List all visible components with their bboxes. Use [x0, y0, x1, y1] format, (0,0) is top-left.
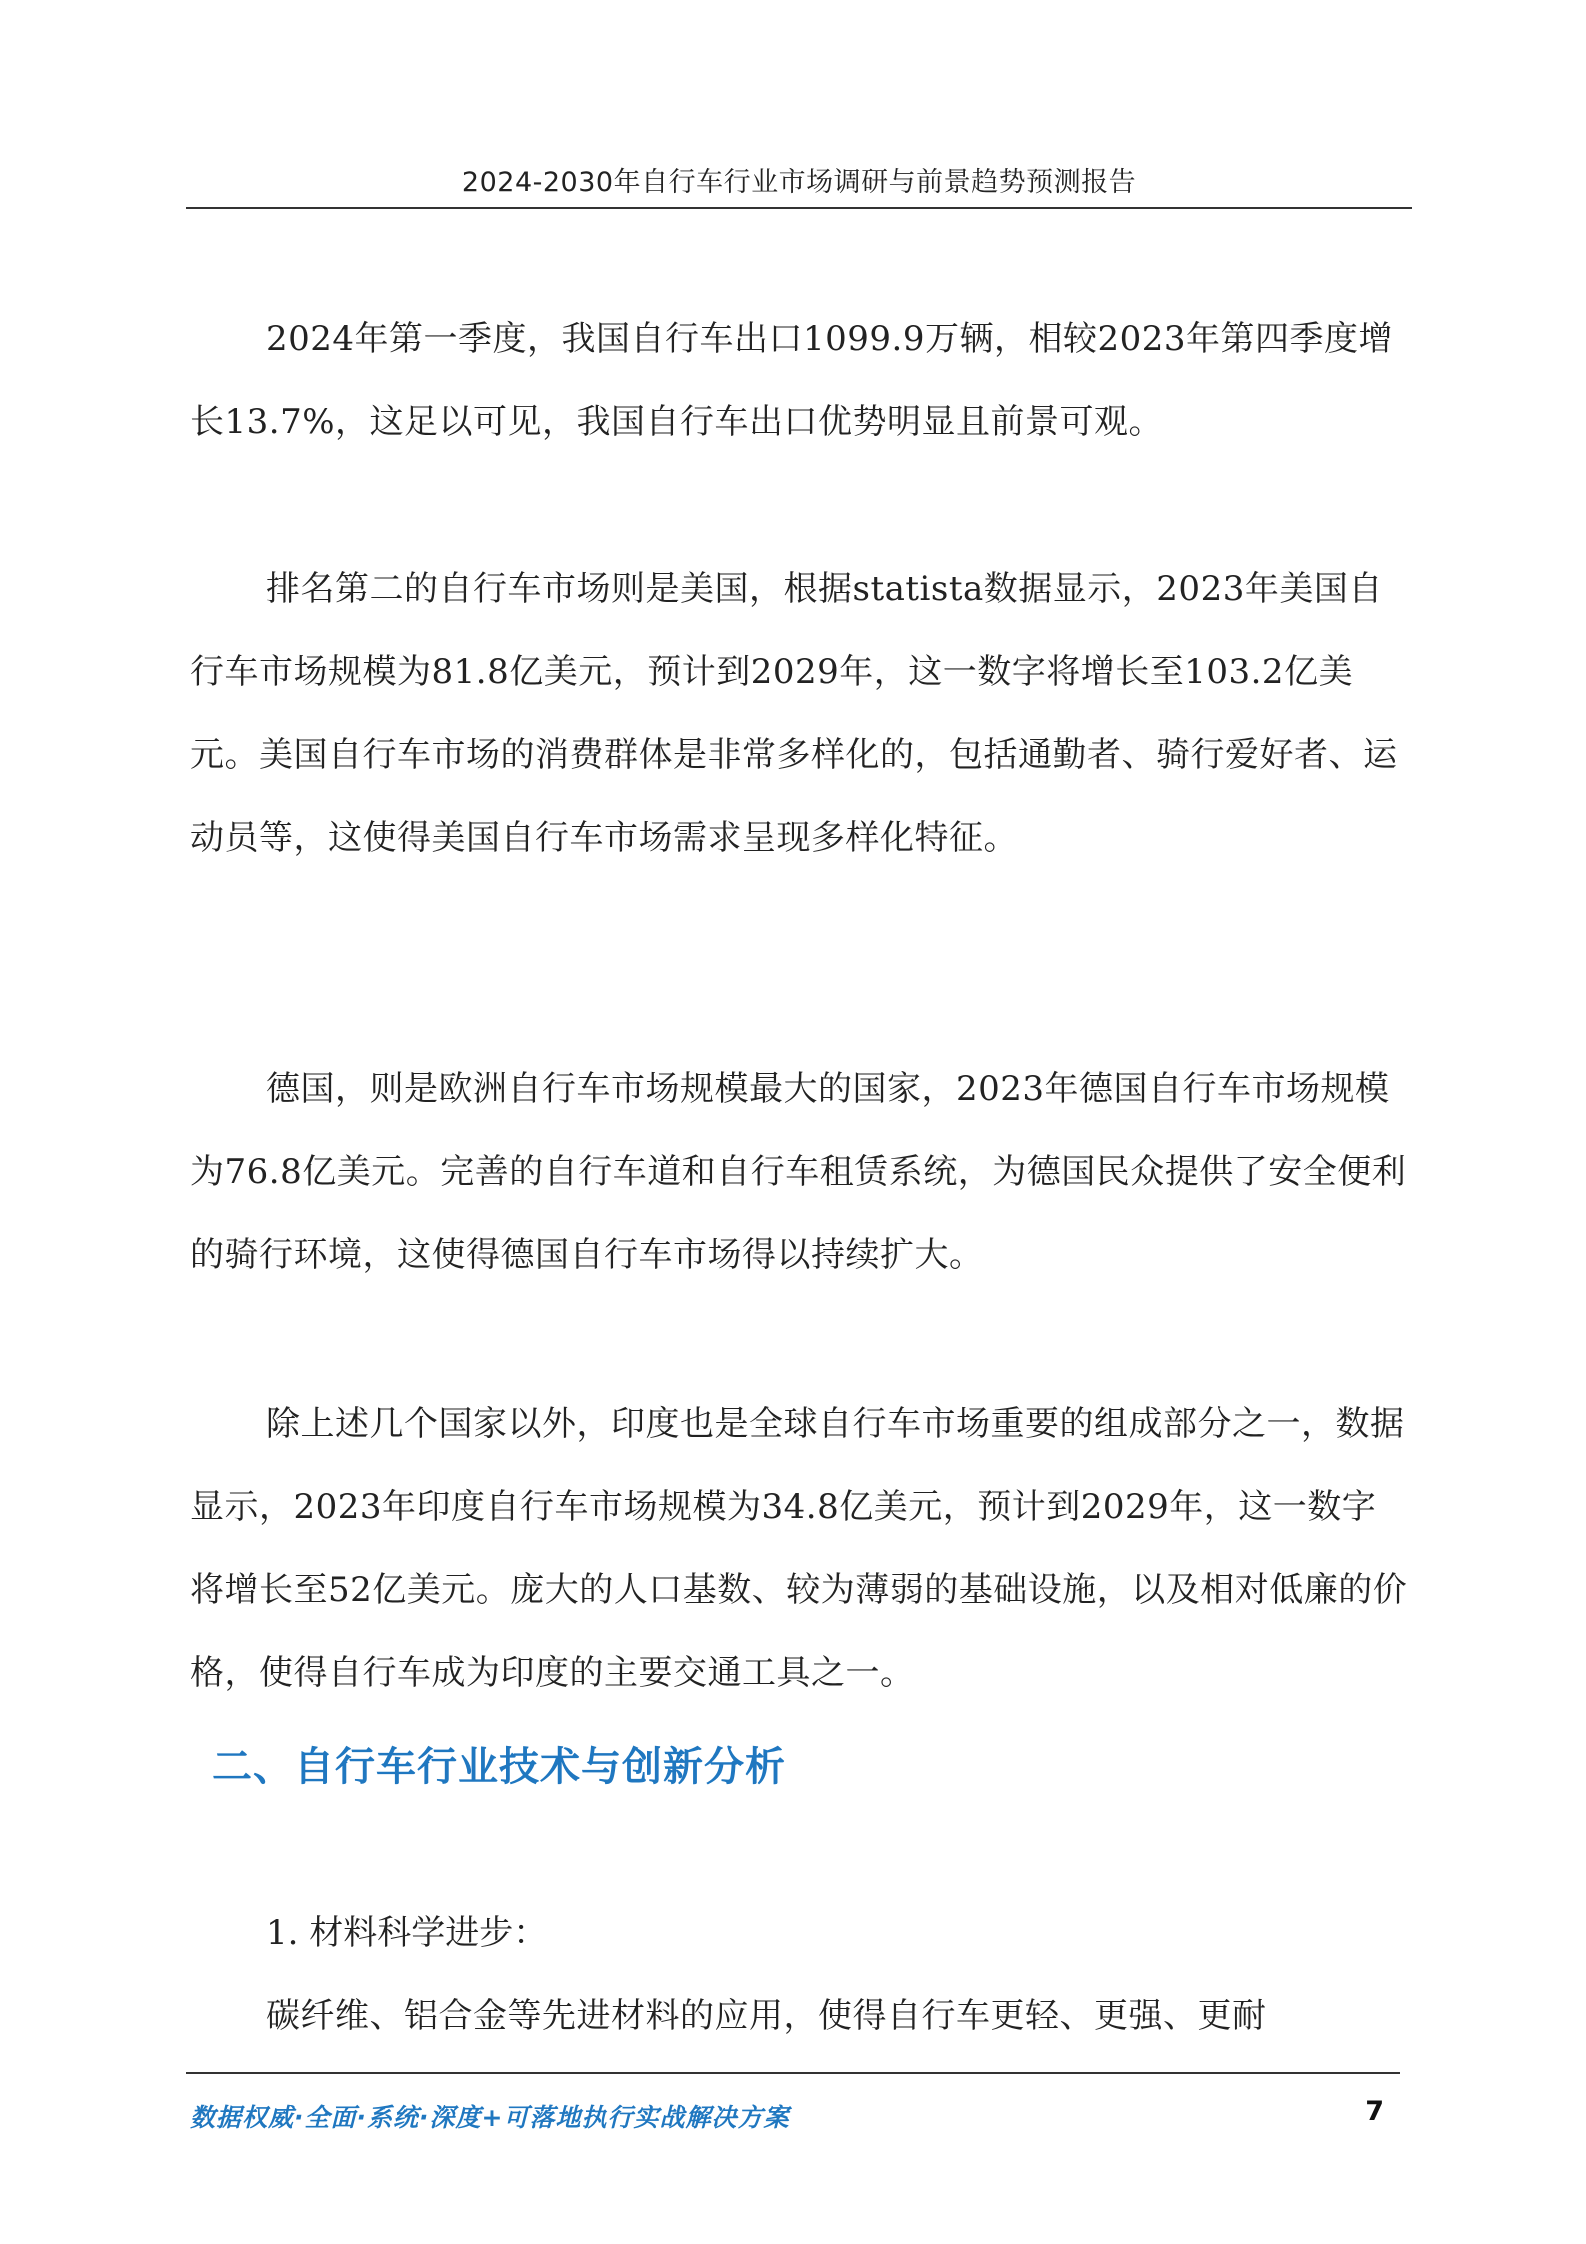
paragraph-germany-market: 德国，则是欧洲自行车市场规模最大的国家，2023年德国自行车市场规模为76.8亿美元。完善的自行车道和自行车租赁系统，为德国民众提供了安全便利的骑行环境，这使得德国自行车市场得以持续扩大。 [190, 1069, 1407, 1275]
footer-slogan: 数据权威·全面·系统·深度+可落地执行实战解决方案 [190, 2103, 790, 2132]
section-heading: 二、自行车行业技术与创新分析 [212, 1744, 786, 1790]
sub-item-materials-text: 碳纤维、铝合金等先进材料的应用，使得自行车更轻、更强、更耐 [266, 1996, 1267, 2036]
page-number: 7 [1365, 2096, 1384, 2127]
paragraph-india-market: 除上述几个国家以外，印度也是全球自行车市场重要的组成部分之一，数据显示，2023年印度自行车市场规模为34.8亿美元，预计到2029年，这一数字将增长至52亿美元。庞大的人口基数、较为薄弱的基础设施，以及相对低廉的价格，使得自行车成为印度的主要交通工具之一。 [190, 1404, 1408, 1693]
header-divider [186, 207, 1412, 209]
footer-divider [186, 2072, 1400, 2074]
paragraph-china-export: 2024年第一季度，我国自行车出口1099.9万辆，相较2023年第四季度增长13.7%，这足以可见，我国自行车出口优势明显且前景可观。 [190, 319, 1394, 442]
page-header-title: 2024-2030年自行车行业市场调研与前景趋势预测报告 [461, 167, 1137, 198]
sub-item-materials: 1. 材料科学进步： [266, 1913, 548, 1953]
paragraph-usa-market: 排名第二的自行车市场则是美国，根据statista数据显示，2023年美国自行车市场规模为81.8亿美元，预计到2029年，这一数字将增长至103.2亿美元。美国自行车市场的消费群体是非常多样化的，包括通勤者、骑行爱好者、运动员等，这使得美国自行车市场需求呈现多样化特征。 [190, 569, 1398, 858]
